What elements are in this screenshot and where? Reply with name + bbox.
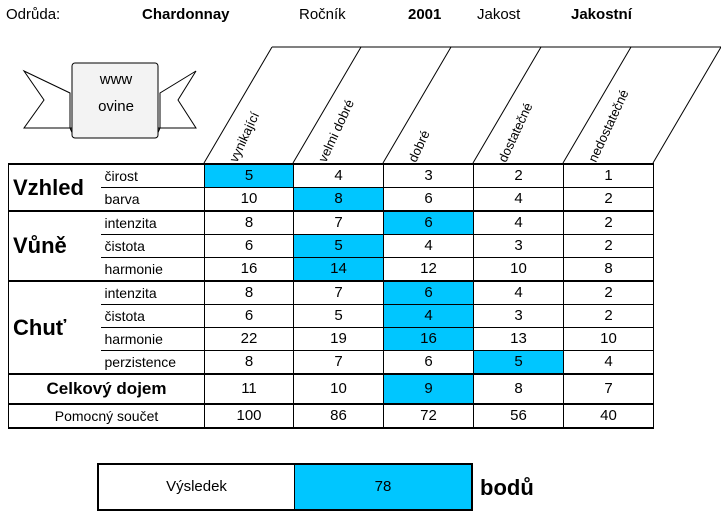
category-overall: Celkový dojem xyxy=(9,374,205,404)
category-taste: Chuť xyxy=(9,281,101,374)
score-cell[interactable]: 4 xyxy=(474,211,564,235)
score-cell[interactable]: 4 xyxy=(384,235,474,258)
score-cell[interactable]: 10 xyxy=(205,188,294,212)
score-cell[interactable]: 11 xyxy=(205,374,294,404)
score-cell[interactable]: 6 xyxy=(384,211,474,235)
score-cell[interactable]: 16 xyxy=(205,258,294,282)
year-value: 2001 xyxy=(408,6,442,23)
result-box xyxy=(97,463,473,511)
helper-sum-value: 40 xyxy=(564,404,654,428)
score-cell[interactable]: 10 xyxy=(564,328,654,351)
variety-value: Chardonnay xyxy=(142,6,230,23)
score-cell[interactable]: 3 xyxy=(474,235,564,258)
score-cell[interactable]: 19 xyxy=(294,328,384,351)
score-cell[interactable]: 1 xyxy=(564,164,654,188)
score-cell[interactable]: 2 xyxy=(564,211,654,235)
score-cell[interactable]: 2 xyxy=(474,164,564,188)
score-cell[interactable]: 8 xyxy=(294,188,384,212)
criterion-label: harmonie xyxy=(101,258,205,282)
score-cell[interactable]: 22 xyxy=(205,328,294,351)
score-cell[interactable]: 2 xyxy=(564,188,654,212)
score-cell[interactable]: 5 xyxy=(294,235,384,258)
result-label: Výsledek xyxy=(166,478,227,495)
helper-sum-value: 100 xyxy=(205,404,294,428)
table-row xyxy=(9,164,654,188)
table-row xyxy=(9,188,654,212)
score-cell[interactable]: 6 xyxy=(205,305,294,328)
score-cell[interactable]: 10 xyxy=(294,374,384,404)
col-header-insufficient: nedostatečné xyxy=(585,87,632,165)
score-cell[interactable]: 3 xyxy=(474,305,564,328)
table-row xyxy=(9,305,654,328)
score-cell[interactable]: 9 xyxy=(384,374,474,404)
col-header-very-good: velmi dobré xyxy=(315,97,357,165)
score-table xyxy=(8,163,654,429)
score-cell[interactable]: 6 xyxy=(384,351,474,375)
column-header-lines xyxy=(204,47,721,163)
table-row xyxy=(9,281,654,305)
score-cell[interactable]: 6 xyxy=(384,281,474,305)
score-cell[interactable]: 7 xyxy=(294,211,384,235)
criterion-label: intenzita xyxy=(101,211,205,235)
score-cell[interactable]: 7 xyxy=(564,374,654,404)
table-row-overall xyxy=(9,374,654,404)
col-header-sufficient: dostatečné xyxy=(495,100,536,165)
score-cell[interactable]: 8 xyxy=(474,374,564,404)
helper-sum-value: 86 xyxy=(294,404,384,428)
score-cell[interactable]: 4 xyxy=(294,164,384,188)
logo-line2: ovine xyxy=(98,98,134,115)
table-row xyxy=(9,351,654,375)
score-cell[interactable]: 10 xyxy=(474,258,564,282)
year-label: Ročník xyxy=(299,6,346,23)
score-cell[interactable]: 14 xyxy=(294,258,384,282)
helper-sum-value: 56 xyxy=(474,404,564,428)
score-cell[interactable]: 4 xyxy=(474,188,564,212)
score-cell[interactable]: 2 xyxy=(564,281,654,305)
score-cell[interactable]: 7 xyxy=(294,281,384,305)
table-row xyxy=(9,258,654,282)
criterion-label: čistota xyxy=(101,305,205,328)
score-cell[interactable]: 7 xyxy=(294,351,384,375)
criterion-label: perzistence xyxy=(101,351,205,375)
variety-label: Odrůda: xyxy=(6,6,61,23)
score-cell[interactable]: 13 xyxy=(474,328,564,351)
score-cell[interactable]: 5 xyxy=(474,351,564,375)
col-header-good: dobré xyxy=(405,127,433,165)
score-cell[interactable]: 8 xyxy=(564,258,654,282)
score-cell[interactable]: 6 xyxy=(205,235,294,258)
score-cell[interactable]: 8 xyxy=(205,351,294,375)
score-cell[interactable]: 2 xyxy=(564,235,654,258)
score-cell[interactable]: 12 xyxy=(384,258,474,282)
criterion-label: čirost xyxy=(101,164,205,188)
result-value: 78 xyxy=(294,465,471,509)
score-cell[interactable]: 5 xyxy=(294,305,384,328)
result-unit: bodů xyxy=(480,475,534,500)
col-header-excellent: vynikající xyxy=(226,109,263,165)
table-row-helper xyxy=(9,404,654,428)
table-row xyxy=(9,235,654,258)
logo-line1: www xyxy=(99,71,133,88)
score-cell[interactable]: 16 xyxy=(384,328,474,351)
criterion-label: barva xyxy=(101,188,205,212)
category-aroma: Vůně xyxy=(9,211,101,281)
score-cell[interactable]: 4 xyxy=(564,351,654,375)
table-row xyxy=(9,211,654,235)
score-cell[interactable]: 2 xyxy=(564,305,654,328)
table-row xyxy=(9,328,654,351)
criterion-label: intenzita xyxy=(101,281,205,305)
score-cell[interactable]: 6 xyxy=(384,188,474,212)
score-cell[interactable]: 3 xyxy=(384,164,474,188)
score-cell[interactable]: 4 xyxy=(474,281,564,305)
logo xyxy=(73,66,159,120)
helper-sum-value: 72 xyxy=(384,404,474,428)
helper-sum-label: Pomocný součet xyxy=(9,404,205,428)
score-cell[interactable]: 8 xyxy=(205,211,294,235)
score-cell[interactable]: 8 xyxy=(205,281,294,305)
quality-value: Jakostní xyxy=(571,6,632,23)
score-cell[interactable]: 5 xyxy=(205,164,294,188)
criterion-label: harmonie xyxy=(101,328,205,351)
criterion-label: čistota xyxy=(101,235,205,258)
quality-label: Jakost xyxy=(477,6,521,23)
category-appearance: Vzhled xyxy=(9,164,101,211)
score-cell[interactable]: 4 xyxy=(384,305,474,328)
